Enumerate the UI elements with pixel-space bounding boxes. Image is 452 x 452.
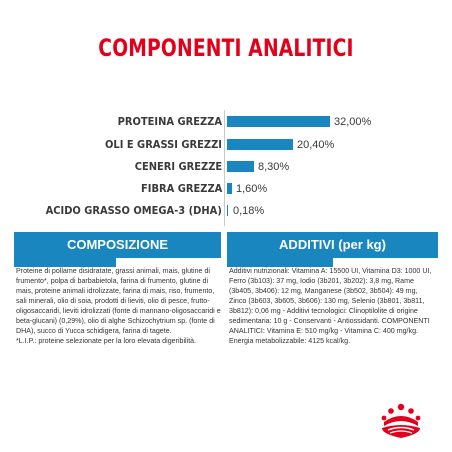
analytics-value: 0,18% xyxy=(233,205,265,217)
analytics-row-ash xyxy=(0,159,452,175)
analytics-row-omega3 xyxy=(0,203,452,219)
analytics-label: OLI E GRASSI GREZZI xyxy=(105,138,222,151)
analytics-label: FIBRA GREZZA xyxy=(140,182,222,195)
composition-text: Proteine di pollame disidratate, grassi animali, mais, glutine di frumento*, polpa di barbabietola, farina di frumento, glutine di mais, proteine animali idrolizzate, farina di mais, riso, frumento, sali minerali, olio di soia, prodotti di lieviti, olio di pesce, frutto-oligosaccaridi, lieviti idrolizzati (fonte di mannano-oligosaccaridi e beta-glucani) (0,29%), olio di alghe Schizochytrium sp. (fonte di DHA), succo di Yucca schidigera, farina di tagete. *L.I.P.: proteine selezionate per la loro elevata digeribilità. xyxy=(16,267,221,345)
analytics-row-fiber xyxy=(0,181,452,197)
royal-canin-crown-logo xyxy=(380,400,422,440)
chart-axis-divider xyxy=(224,110,225,226)
composition-header: COMPOSIZIONE xyxy=(14,232,221,258)
additives-text: Additivi nutrizionali: Vitamina A: 15500 UI, Vitamina D3: 1000 UI, Ferro (3b103): 37 mg, Iodio (3b201, 3b202): 3,8 mg, Rame (3b405, 3b406): 12 mg, Manganese (3b502, 3b504): 49 mg, Zinco (3b603, 3b605, 3b606): 130 mg, Selenio (3b801, 3b811, 3b812): 0,06 mg - Additivi tecnologici: Clinoptilolite di origine sedimentaria: 10 g - Conservanti - Antiossidanti. COMPONENTI ANALITICI: Vitamina E: 510 mg/kg - Vitamina C: 400 mg/kg. Energia metabolizzabile: 4125 kcal/kg. xyxy=(229,267,432,345)
analytics-value: 20,40% xyxy=(297,139,335,151)
additives-header: ADDITIVI (per kg) xyxy=(227,232,438,258)
analytics-bar xyxy=(227,205,228,216)
analytics-label: CENERI GREZZE xyxy=(134,160,222,173)
analytics-value: 8,30% xyxy=(258,161,290,173)
analytics-label: PROTEINA GREZZA xyxy=(117,115,222,128)
analytics-value: 32,00% xyxy=(334,116,372,128)
analytics-row-fat xyxy=(0,137,452,153)
page-title: COMPONENTI ANALITICI xyxy=(98,34,354,62)
analytics-label: ACIDO GRASSO OMEGA-3 (DHA) xyxy=(45,204,222,217)
analytics-row-protein xyxy=(0,114,452,130)
analytics-bar xyxy=(227,183,232,194)
analytics-value: 1,60% xyxy=(236,183,268,195)
analytics-bar xyxy=(227,139,293,150)
analytics-bar xyxy=(227,116,330,127)
analytics-bar xyxy=(227,161,254,172)
